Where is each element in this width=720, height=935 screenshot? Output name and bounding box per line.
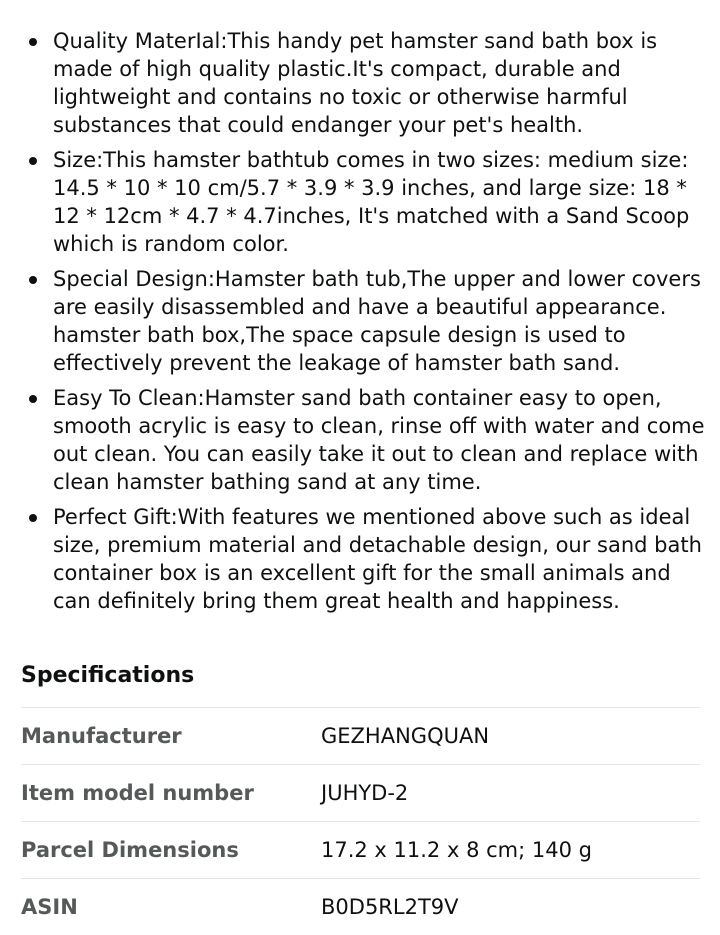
- specifications-table: [21, 707, 700, 935]
- spec-value: B0D5RL2T9V: [321, 895, 459, 919]
- bullet-dot-icon: [29, 38, 37, 46]
- spec-label: Item model number: [21, 781, 254, 805]
- bullet-dot-icon: [29, 157, 37, 165]
- bullet-dot-icon: [29, 395, 37, 403]
- spec-row-item-model-number: [21, 764, 700, 821]
- feature-bullet: [0, 146, 720, 258]
- feature-bullet-text: Special Design:Hamster bath tub,The upper and lower covers are easily disassembled and have a beautiful appearance. hamster bath box,The space capsule design is used to effectively prevent the leakage of hamster bath sand.: [53, 267, 701, 375]
- spec-row-parcel-dimensions: [21, 821, 700, 878]
- spec-row-manufacturer: [21, 707, 700, 764]
- feature-bullet: [0, 384, 720, 496]
- feature-bullet-text: Easy To Clean:Hamster sand bath container easy to open, smooth acrylic is easy to clean, rinse off with water and come out clean. You can easily take it out to clean and replace with clean hamster bathing sand at any time.: [53, 386, 705, 494]
- feature-bullet: [0, 27, 720, 139]
- feature-bullet: [0, 265, 720, 377]
- feature-bullet-text: Quality MaterIal:This handy pet hamster sand bath box is made of high quality plastic.It's compact, durable and lightweight and contains no toxic or otherwise harmful substances that could endanger your pet's health.: [53, 29, 658, 137]
- bullet-dot-icon: [29, 276, 37, 284]
- bullet-dot-icon: [29, 514, 37, 522]
- feature-bullet-text: Perfect Gift:With features we mentioned above such as ideal size, premium material and detachable design, our sand bath container box is an excellent gift for the small animals and can definitely bring them great health and happiness.: [53, 505, 702, 613]
- spec-value: JUHYD-2: [321, 781, 409, 805]
- feature-bullet: [0, 503, 720, 615]
- spec-label: ASIN: [21, 895, 78, 919]
- spec-label: Manufacturer: [21, 724, 182, 748]
- feature-bullet-list: [0, 27, 720, 622]
- feature-bullet-text: Size:This hamster bathtub comes in two sizes: medium size: 14.5 * 10 * 10 cm/5.7 * 3.9 * 3.9 inches, and large size: 18 * 12 * 12cm * 4.7 * 4.7inches, It's matched with a Sand Scoop which is random color.: [53, 148, 690, 256]
- specifications-heading: Specifications: [21, 663, 195, 688]
- spec-label: Parcel Dimensions: [21, 838, 239, 862]
- spec-value: 17.2 x 11.2 x 8 cm; 140 g: [321, 838, 592, 862]
- spec-value: GEZHANGQUAN: [321, 724, 490, 748]
- spec-row-asin: [21, 878, 700, 935]
